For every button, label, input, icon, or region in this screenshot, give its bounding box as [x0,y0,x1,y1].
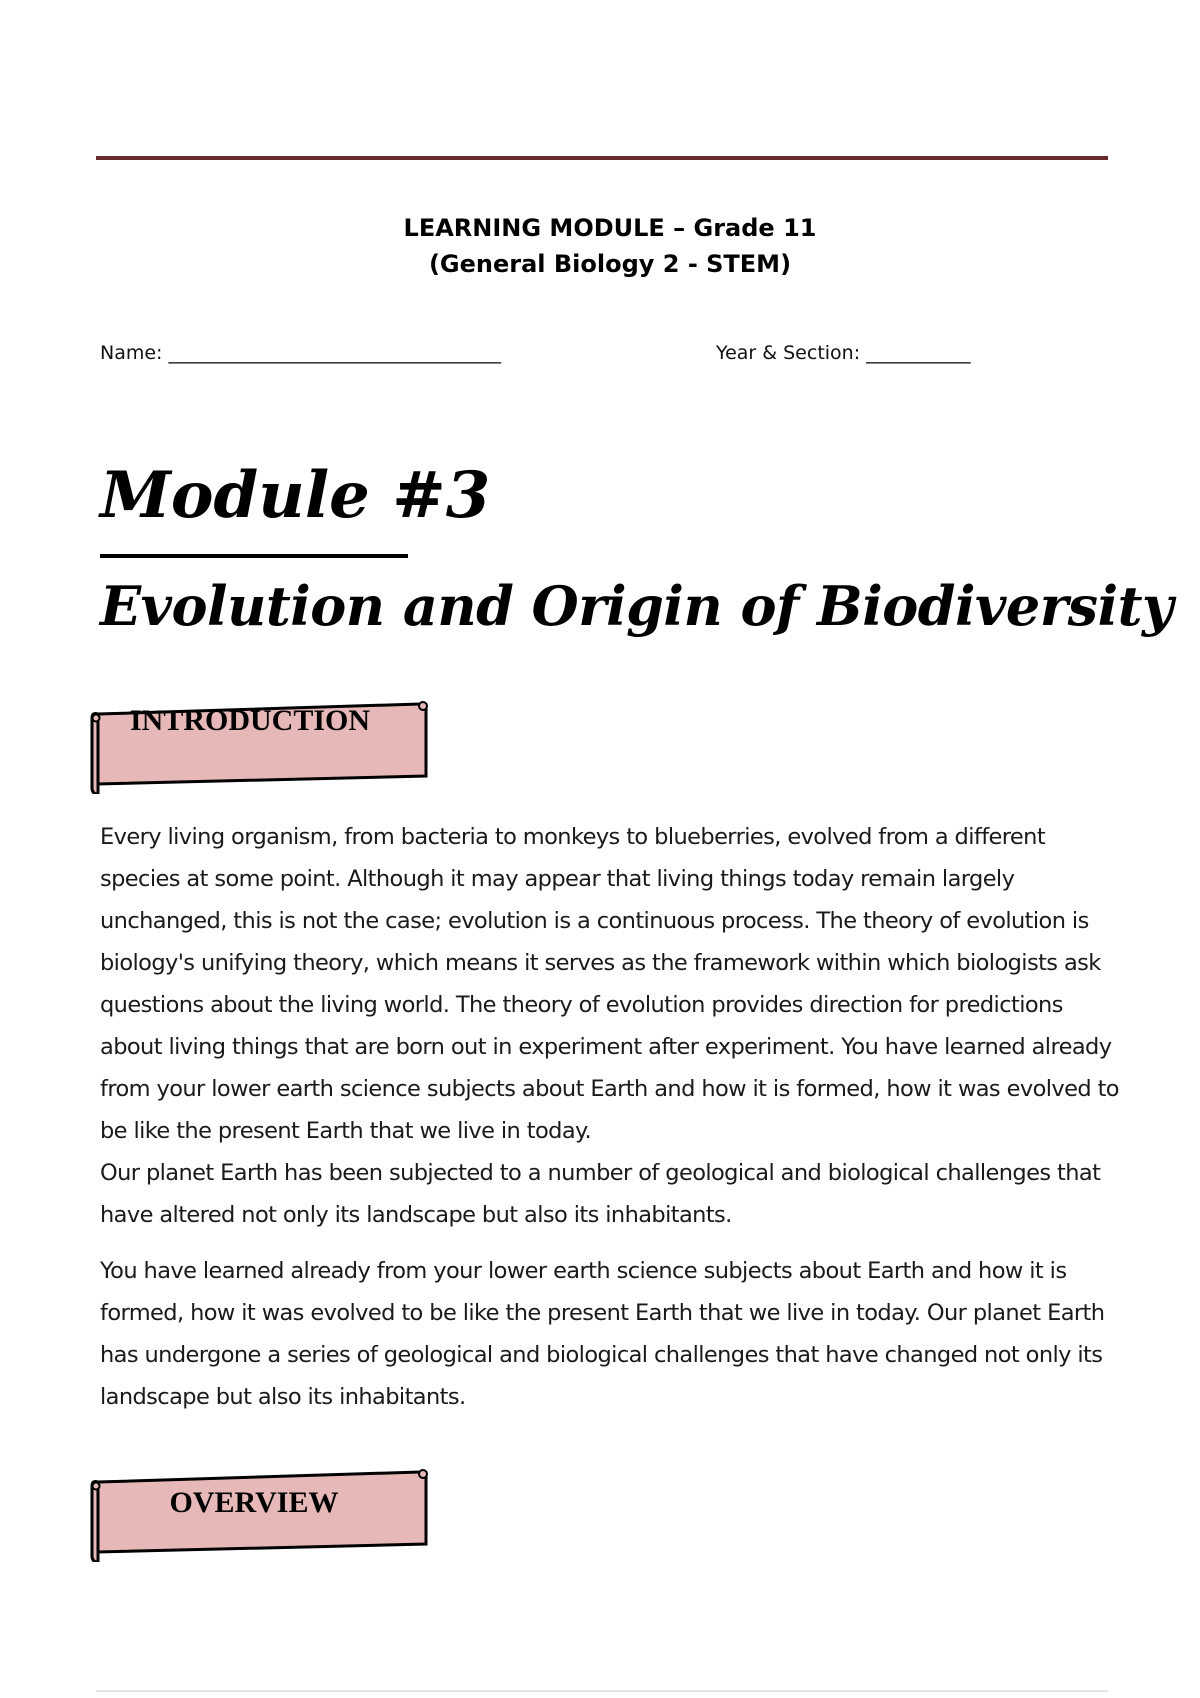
module-underline [100,554,408,558]
overview-banner [90,1466,430,1562]
module-header [0,210,1200,282]
introduction-heading: INTRODUCTION [129,704,371,737]
year-section-field[interactable]: Year & Section: ___________ [716,342,971,364]
header-line-1: LEARNING MODULE – Grade 11 [403,214,817,242]
second-paragraph: You have learned already from your lower earth science subjects about Earth and how it is formed, how it was evolved to be like the present Earth that we live in today. Our planet Earth has undergone a series of geological and biological challenges that have changed not only its landscape but also its inhabitants. [100,1258,1105,1410]
module-title: Evolution and Origin of Biodiversity [100,574,1173,638]
name-field[interactable]: Name: ___________________________________ [100,342,501,364]
bottom-rule [96,1690,1108,1692]
intro-paragraph-text: Every living organism, from bacteria to monkeys to blueberries, evolved from a different species at some point. Although it may appear that living things today remain largely unchanged, this is not the case; evolution is a continuous process. The theory of evolution is biology's unifying theory, which means it serves as the framework within which biologists ask questions about the living world. The theory of evolution provides direction for predictions about living things that are born out in experiment after experiment. You have learned already from your lower earth science subjects about Earth and how it is formed, how it was evolved to be like the present Earth that we live in today. [100,824,1119,1144]
introduction-banner [90,698,430,794]
intro-paragraph-continued: Our planet Earth has been subjected to a number of geological and biological challenges that have altered not only its landscape but also its inhabitants. [100,1160,1101,1228]
module-number: Module #3 [100,458,491,533]
intro-paragraph [100,816,1120,1236]
top-rule [96,156,1108,160]
overview-heading: OVERVIEW [169,1486,339,1519]
student-fields [100,342,1100,372]
header-line-2: (General Biology 2 - STEM) [428,250,792,278]
